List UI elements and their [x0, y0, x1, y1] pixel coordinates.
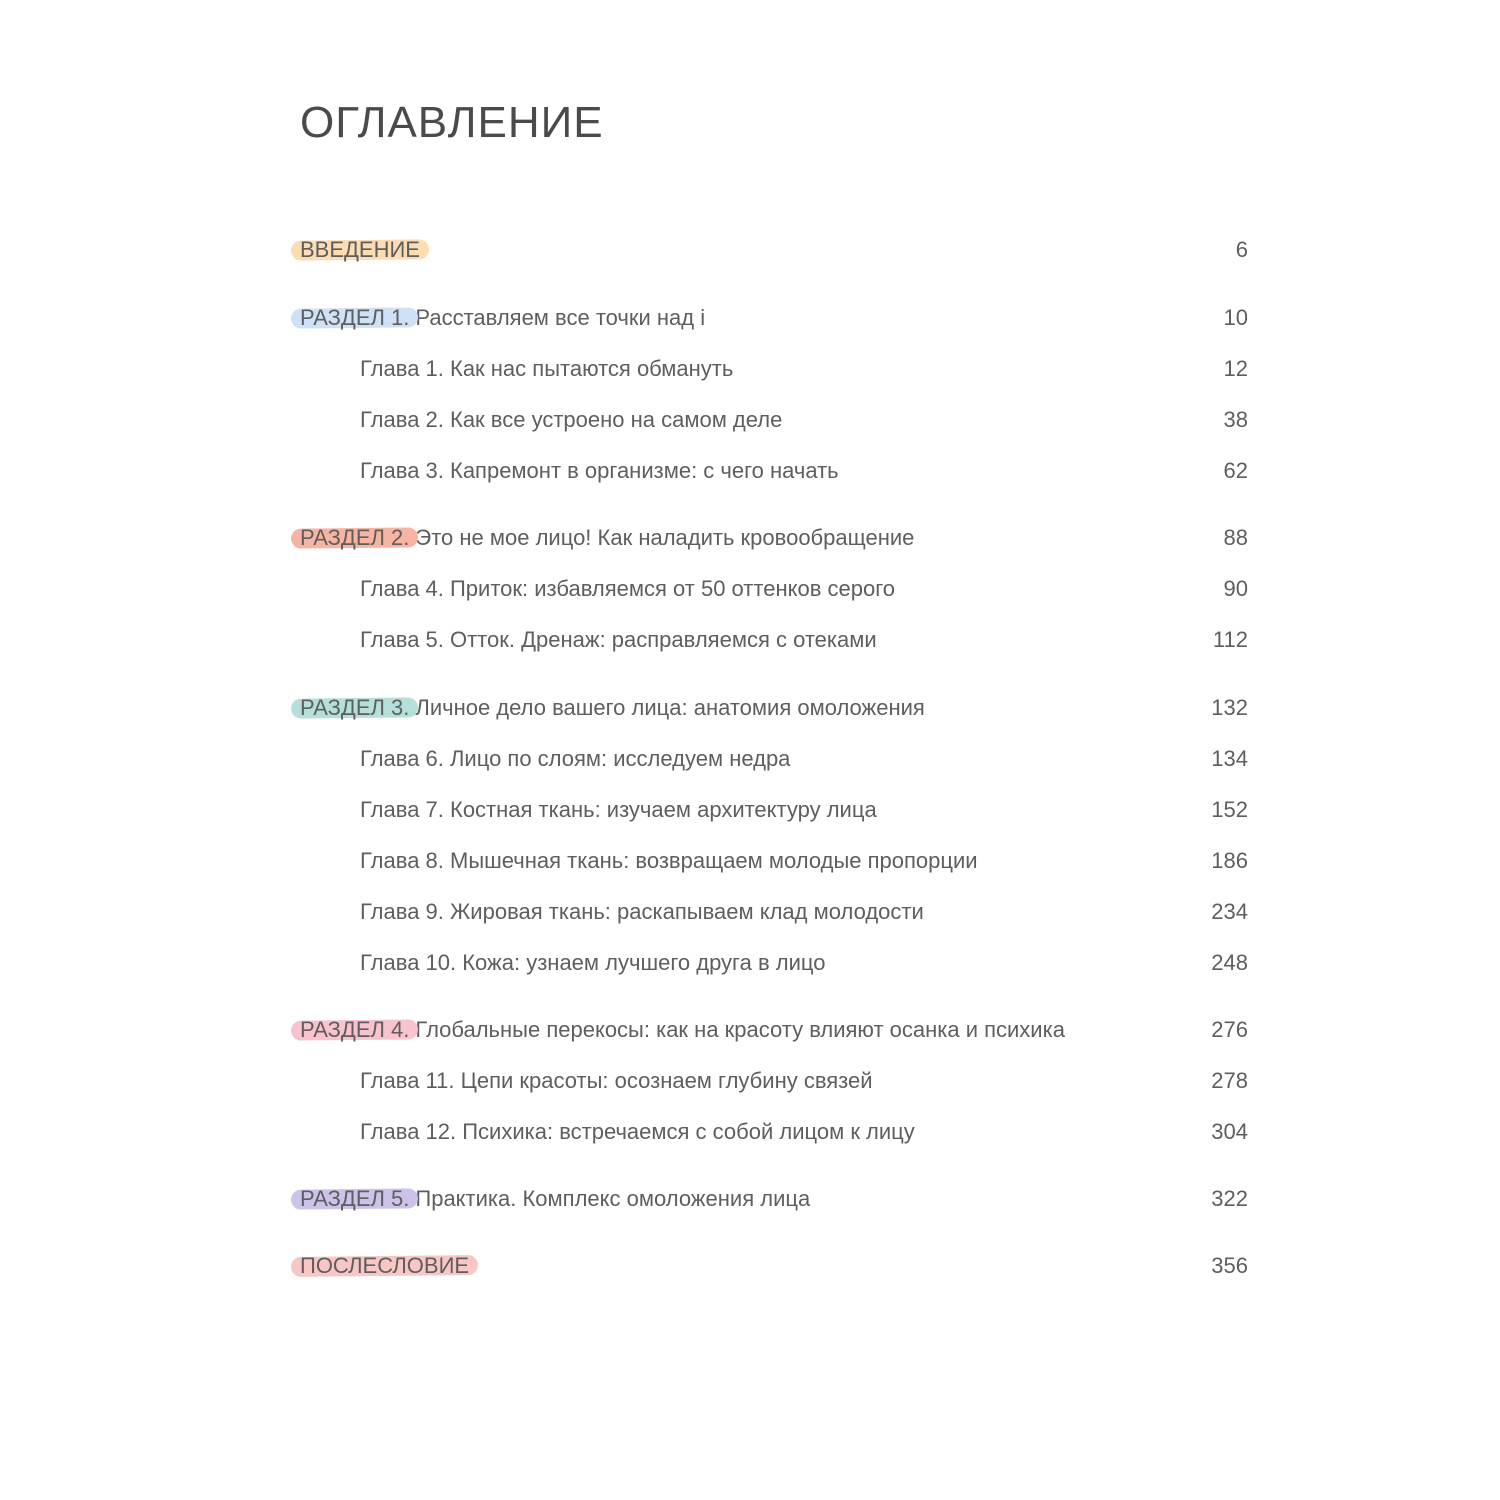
- toc-entry-chapter-9[interactable]: [360, 892, 1248, 932]
- toc-entry-chapter-12[interactable]: [360, 1112, 1248, 1152]
- chapter-title: Глава 2. Как все устроено на самом деле: [360, 407, 783, 432]
- page-number: 304: [1211, 1119, 1248, 1144]
- toc-entry-section-5[interactable]: [300, 1179, 1248, 1219]
- page-title: ОГЛАВЛЕНИЕ: [300, 98, 604, 147]
- toc-entry-afterword[interactable]: [300, 1246, 1248, 1286]
- section-title: Это не мое лицо! Как наладить кровообращение: [415, 525, 915, 550]
- chapter-title: Глава 4. Приток: избавляемся от 50 оттенков серого: [360, 576, 895, 601]
- toc-entry-chapter-8[interactable]: [360, 841, 1248, 881]
- toc-entry-section-3[interactable]: [300, 688, 1248, 728]
- section-label: ВВЕДЕНИЕ: [300, 237, 420, 262]
- chapter-title: Глава 11. Цепи красоты: осознаем глубину связей: [360, 1068, 873, 1093]
- toc-entry-section-1[interactable]: [300, 298, 1248, 338]
- section-label: ПОСЛЕСЛОВИЕ: [300, 1253, 470, 1278]
- toc-entry-chapter-2[interactable]: [360, 400, 1248, 440]
- page-number: 186: [1211, 848, 1248, 873]
- page-number: 322: [1211, 1186, 1248, 1211]
- page-number: 12: [1223, 356, 1248, 381]
- page-number: 112: [1212, 627, 1248, 652]
- chapter-title: Глава 10. Кожа: узнаем лучшего друга в лицо: [360, 950, 826, 975]
- chapter-title: Глава 6. Лицо по слоям: исследуем недра: [360, 746, 791, 771]
- page-number: 152: [1211, 797, 1248, 822]
- page-number: 88: [1223, 525, 1248, 550]
- section-title: Расставляем все точки над i: [415, 305, 706, 330]
- page-number: 132: [1211, 695, 1248, 720]
- toc-entry-chapter-5[interactable]: [360, 620, 1248, 660]
- toc-entry-section-2[interactable]: [300, 518, 1248, 558]
- page-number: 6: [1235, 237, 1248, 262]
- chapter-title: Глава 8. Мышечная ткань: возвращаем молодые пропорции: [360, 848, 978, 873]
- toc-entry-chapter-4[interactable]: [360, 569, 1248, 609]
- page-number: 134: [1211, 746, 1248, 771]
- chapter-title: Глава 7. Костная ткань: изучаем архитектуру лица: [360, 797, 877, 822]
- section-label: РАЗДЕЛ 3.: [300, 695, 410, 720]
- chapter-title: Глава 5. Отток. Дренаж: расправляемся с отеками: [360, 627, 877, 652]
- section-title: Личное дело вашего лица: анатомия омоложения: [415, 695, 925, 720]
- toc-entry-chapter-1[interactable]: [360, 349, 1248, 389]
- section-label: РАЗДЕЛ 5.: [300, 1186, 410, 1211]
- toc-entry-chapter-7[interactable]: [360, 790, 1248, 830]
- toc-entry-section-4[interactable]: [300, 1010, 1248, 1050]
- toc-entry-chapter-3[interactable]: [360, 451, 1248, 491]
- toc-entry-chapter-11[interactable]: [360, 1061, 1248, 1101]
- toc-entry-chapter-6[interactable]: [360, 739, 1248, 779]
- page-number: 278: [1211, 1068, 1248, 1093]
- section-title: Практика. Комплекс омоложения лица: [415, 1186, 811, 1211]
- chapter-title: Глава 12. Психика: встречаемся с собой лицом к лицу: [360, 1119, 915, 1144]
- chapter-title: Глава 1. Как нас пытаются обмануть: [360, 356, 734, 381]
- page-number: 248: [1211, 950, 1248, 975]
- toc-entry-introduction[interactable]: [300, 230, 1248, 270]
- page-number: 62: [1223, 458, 1248, 483]
- chapter-title: Глава 3. Капремонт в организме: с чего начать: [360, 458, 839, 483]
- section-label: РАЗДЕЛ 1.: [300, 305, 410, 330]
- page-number: 10: [1223, 305, 1248, 330]
- section-label: РАЗДЕЛ 4.: [300, 1017, 410, 1042]
- chapter-title: Глава 9. Жировая ткань: раскапываем клад молодости: [360, 899, 924, 924]
- page-number: 234: [1211, 899, 1248, 924]
- page-number: 90: [1223, 576, 1248, 601]
- page-number: 356: [1211, 1253, 1248, 1278]
- page-number: 276: [1211, 1017, 1248, 1042]
- section-label: РАЗДЕЛ 2.: [300, 525, 410, 550]
- page-number: 38: [1223, 407, 1248, 432]
- toc-entry-chapter-10[interactable]: [360, 943, 1248, 983]
- section-title: Глобальные перекосы: как на красоту влияют осанка и психика: [415, 1017, 1065, 1042]
